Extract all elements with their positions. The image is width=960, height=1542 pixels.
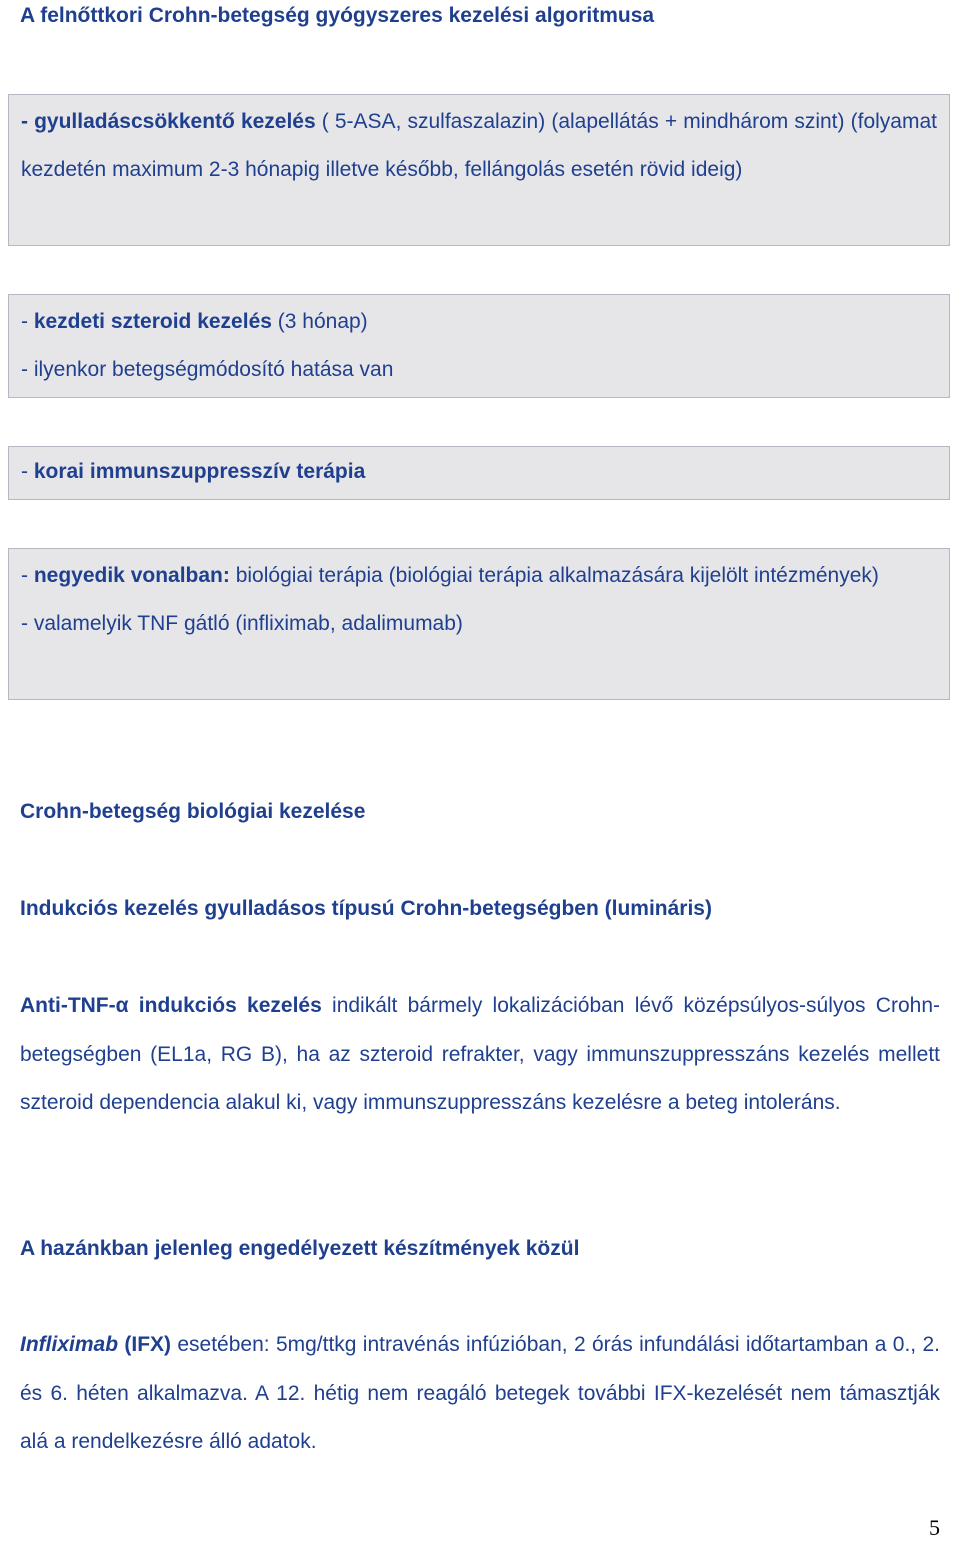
treatment-step-box-1: [8, 94, 950, 246]
anti-tnf-paragraph: [20, 982, 940, 1128]
box2-detail: (3 hónap): [271, 310, 368, 333]
page-title: A felnőttkori Crohn-betegség gyógyszeres kezelési algoritmusa: [20, 4, 655, 27]
box3-prefix: -: [21, 460, 34, 483]
infliximab-name: Infliximab: [20, 1333, 119, 1356]
box2-prefix: -: [21, 310, 34, 333]
treatment-step-box-4: [8, 548, 950, 700]
treatment-step-box-3: [8, 446, 950, 500]
section-heading-approved-products: A hazánkban jelenleg engedélyezett készítmények közül: [20, 1237, 580, 1260]
box4-bold-label: negyedik vonalban:: [33, 564, 230, 587]
box4-prefix: -: [21, 564, 34, 587]
box4-note: - valamelyik TNF gátló (infliximab, adalimumab): [21, 612, 463, 635]
treatment-step-box-2: [8, 294, 950, 398]
anti-tnf-bold-lead: Anti-TNF-α indukciós kezelés: [20, 994, 322, 1017]
page-number: 5: [929, 1515, 940, 1540]
box2-bold-label: kezdeti szteroid kezelés: [33, 310, 272, 333]
section-heading-biological-treatment: Crohn-betegség biológiai kezelése: [20, 800, 366, 823]
box1-note: (folyamat kezdetén maximum 2-3 hónapig illetve később, fellángolás esetén rövid ideig): [21, 110, 937, 181]
section-heading-induction-treatment: Indukciós kezelés gyulladásos típusú Crohn-betegségben (lumináris): [20, 897, 712, 920]
box1-bold-label: - gyulladáscsökkentő kezelés: [21, 110, 316, 133]
anti-tnf-text: indikált bármely lokalizációban lévő középsúlyos-súlyos Crohn-betegségben (EL1a, RG B), ha az szteroid refrakter, vagy immunszuppresszáns kezelés mellett szteroid dependencia alakul ki, vagy immunszuppresszáns kezelésre a beteg intoleráns.: [20, 994, 940, 1114]
box4-detail: biológiai terápia (biológiai terápia alkalmazására kijelölt intézmények): [229, 564, 879, 587]
infliximab-paragraph: [20, 1321, 940, 1467]
box1-detail: ( 5-ASA, szulfaszalazin) (alapellátás + mindhárom szint): [315, 110, 845, 133]
box3-bold-label: korai immunszuppresszív terápia: [33, 460, 366, 483]
infliximab-abbr: (IFX): [118, 1333, 172, 1356]
infliximab-text: esetében: 5mg/ttkg intravénás infúzióban, 2 órás infundálási időtartamban a 0., 2. és 6. héten alkalmazva. A 12. hétig nem reagáló betegek további IFX-kezelését nem támasztják alá a rendelkezésre álló adatok.: [20, 1333, 940, 1453]
box2-note: - ilyenkor betegségmódosító hatása van: [21, 358, 394, 381]
